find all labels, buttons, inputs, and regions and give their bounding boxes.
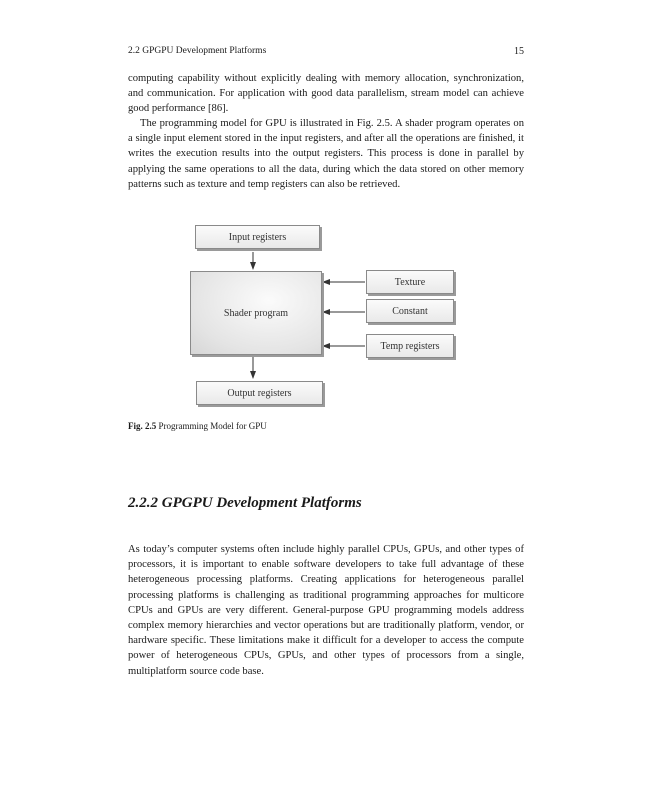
page-number: 15	[514, 46, 524, 57]
shader-program-box: Shader program	[190, 271, 322, 355]
texture-box: Texture	[366, 270, 454, 294]
section-heading: 2.2.2 GPGPU Development Platforms	[128, 495, 362, 511]
caption-text: Programming Model for GPU	[158, 421, 267, 431]
caption-label: Fig. 2.5	[128, 421, 157, 431]
constant-box: Constant	[366, 299, 454, 323]
input-registers-box: Input registers	[195, 225, 320, 249]
running-header	[128, 46, 524, 60]
figure-programming-model	[128, 215, 524, 415]
paragraph-continuation: computing capability without explicitly dealing with memory allocation, synchronization, and communication. For application with good data parallelism, stream model can achieve good performance [86].	[128, 73, 524, 115]
temp-registers-box: Temp registers	[366, 334, 454, 358]
paragraph-programming-model: The programming model for GPU is illustrated in Fig. 2.5. A shader program operates on a single input element stored in the input registers, and after all the operations are finished, it writes the execution results into the output registers. This process is done in parallel by applying the same operations to all the data, during which the data stored on other memory patterns such as texture and temp registers can also be retrieved.	[128, 118, 524, 190]
running-title: 2.2 GPGPU Development Platforms	[128, 46, 267, 56]
output-registers-box: Output registers	[196, 381, 323, 405]
figure-caption	[128, 421, 267, 431]
paragraph-platforms: As today’s computer systems often include highly parallel CPUs, GPUs, and other types of processors, it is important to enable software developers to take full advantage of these heterogeneous processing platforms. Creating applications for heterogeneous parallel processing platforms is challenging as traditional programming approaches for multicore CPUs and GPUs are very different. General-purpose GPU programming models address complex memory hierarchies and vector operations but are traditionally platform, vendor, or hardware specific. These limitations make it difficult for a developer to access the compute power of heterogeneous CPUs, GPUs, and other types of processors from a single, multiplatform source code base.	[128, 544, 524, 677]
figure-arrows	[128, 215, 524, 415]
